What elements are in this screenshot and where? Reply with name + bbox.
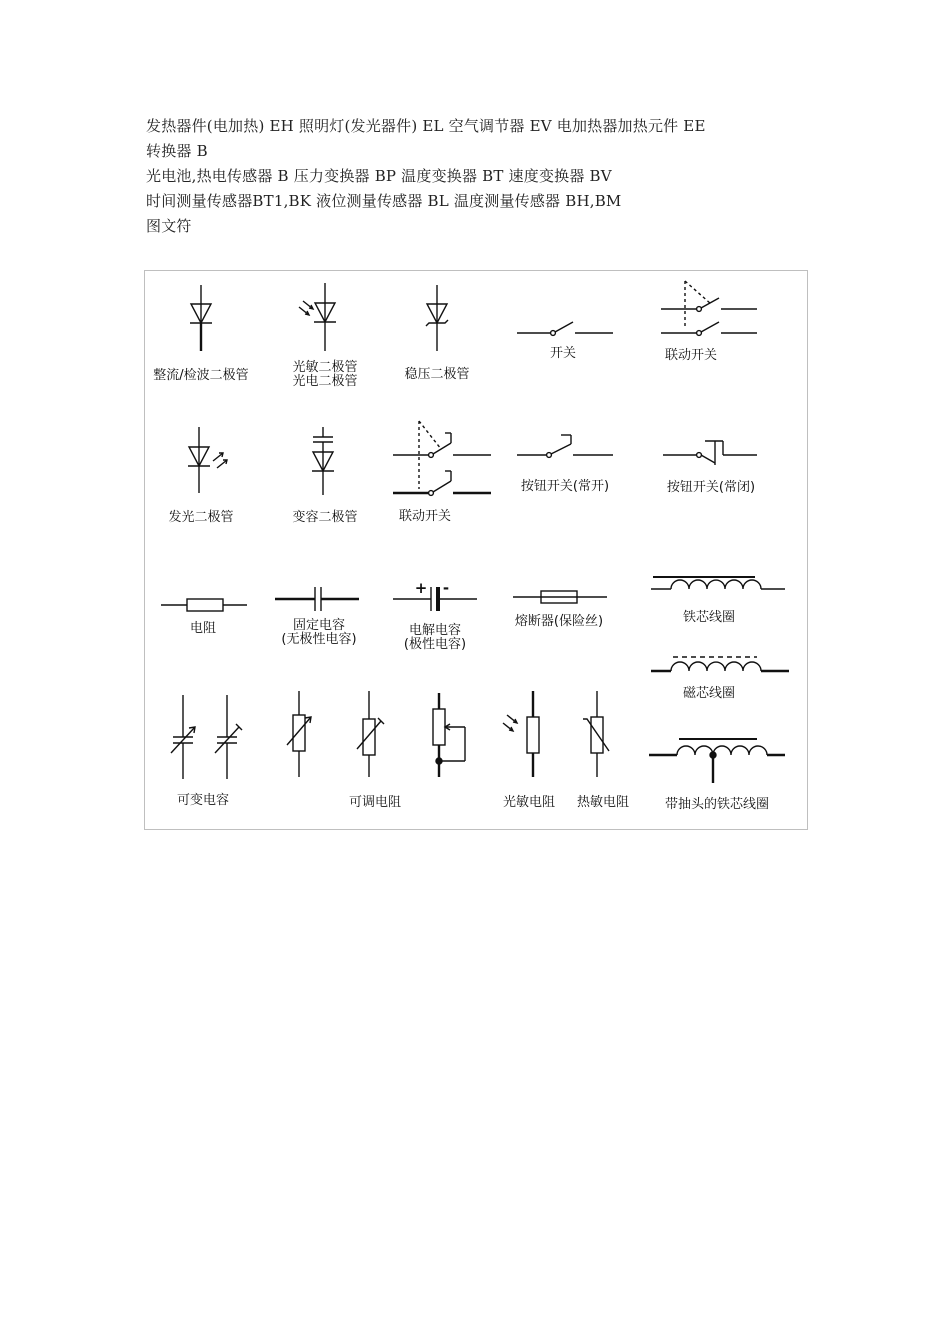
fuse-symbol — [513, 591, 607, 603]
plus-sign: + — [414, 579, 428, 597]
fixed-capacitor-symbol — [275, 587, 359, 611]
document-text — [146, 114, 846, 239]
label-rectifier-diode: 整流/检波二极管 — [153, 368, 249, 383]
label-photo-diode-2: 光电二极管 — [292, 374, 358, 389]
varactor-symbol — [312, 427, 334, 495]
label-linked-switch-1: 联动开关 — [664, 348, 718, 363]
label-magnetic-core-coil: 磁芯线圈 — [682, 686, 736, 701]
label-photo-diode-1: 光敏二极管 — [292, 360, 358, 375]
photo-diode-symbol — [299, 283, 336, 351]
circuit-symbols-figure — [144, 270, 808, 830]
text-line-3: 光电池,热电传感器 B 压力变换器 BP 温度变换器 BT 速度变换器 BV — [146, 167, 612, 185]
label-electrolytic-capacitor-2: (极性电容) — [403, 637, 467, 652]
label-push-button-no: 按钮开关(常开) — [520, 479, 610, 494]
label-fuse: 熔断器(保险丝) — [514, 614, 604, 629]
switch-symbol — [517, 322, 613, 335]
adjustable-resistor-symbol — [287, 691, 465, 777]
push-button-no-symbol — [517, 435, 613, 457]
thermistor-symbol — [583, 691, 609, 777]
electrolytic-capacitor-symbol — [393, 587, 477, 611]
label-fixed-capacitor-2: (无极性电容) — [281, 632, 357, 647]
text-line-5: 图文符 — [146, 217, 192, 235]
label-zener-diode: 稳压二极管 — [404, 367, 470, 382]
label-switch: 开关 — [549, 346, 577, 361]
label-electrolytic-capacitor-1: 电解电容 — [408, 623, 462, 638]
linked-switch-1-symbol — [661, 281, 757, 335]
label-photo-resistor: 光敏电阻 — [502, 795, 556, 810]
label-fixed-capacitor-1: 固定电容 — [292, 618, 346, 633]
text-line-2: 转换器 B — [146, 142, 208, 160]
rectifier-diode-symbol — [190, 285, 212, 351]
resistor-symbol — [161, 599, 247, 611]
photo-resistor-symbol — [503, 691, 539, 777]
led-symbol — [188, 427, 227, 493]
label-linked-switch-2: 联动开关 — [398, 509, 452, 524]
label-push-button-nc: 按钮开关(常闭) — [666, 480, 756, 495]
text-line-4: 时间测量传感器BT1,BK 液位测量传感器 BL 温度测量传感器 BH,BM — [146, 192, 622, 210]
tapped-iron-core-coil-symbol — [649, 739, 785, 783]
magnetic-core-coil-symbol — [651, 657, 789, 671]
label-resistor: 电阻 — [189, 621, 217, 636]
label-variable-capacitor: 可变电容 — [176, 793, 230, 808]
label-thermistor: 热敏电阻 — [576, 795, 630, 810]
variable-capacitor-symbol — [171, 695, 242, 779]
label-varactor: 变容二极管 — [292, 510, 358, 525]
symbols-svg — [145, 271, 807, 829]
text-line-1: 发热器件(电加热) EH 照明灯(发光器件) EL 空气调节器 EV 电加热器加热元件 EE — [146, 117, 706, 135]
linked-switch-2-symbol — [393, 421, 491, 495]
iron-core-coil-symbol — [651, 577, 785, 589]
minus-sign: - — [442, 579, 450, 597]
label-iron-core-coil: 铁芯线圈 — [682, 610, 736, 625]
label-led: 发光二极管 — [168, 510, 234, 525]
push-button-nc-symbol — [663, 441, 757, 465]
zener-diode-symbol — [426, 285, 448, 351]
label-adjustable-resistor: 可调电阻 — [348, 795, 402, 810]
label-tapped-iron-core-coil: 带抽头的铁芯线圈 — [664, 797, 770, 812]
